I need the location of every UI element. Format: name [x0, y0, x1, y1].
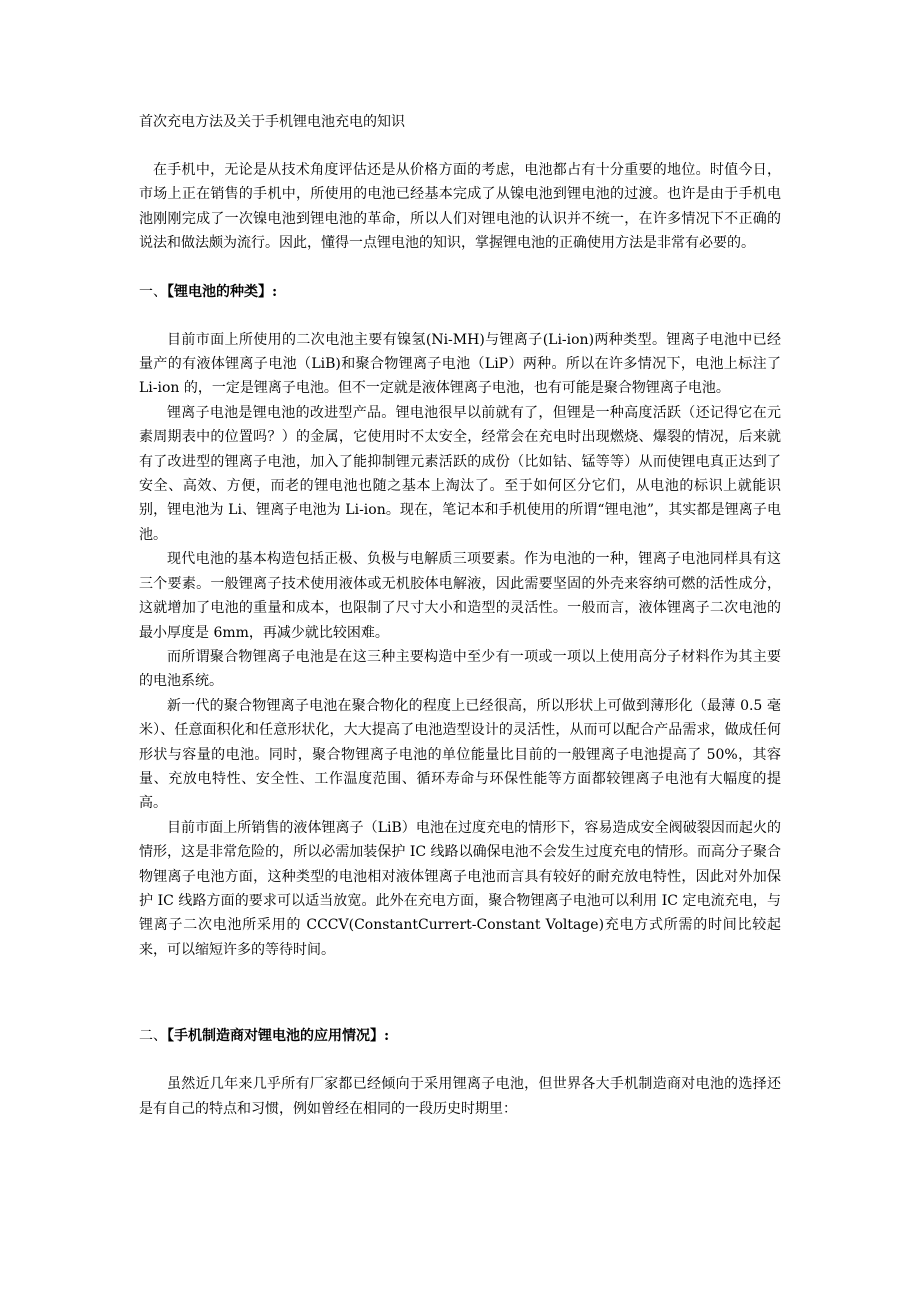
intro-paragraph: 在手机中，无论是从技术角度评估还是从价格方面的考虑，电池都占有十分重要的地位。时值今日，市场上正在销售的手机中，所使用的电池已经基本完成了从镍电池到锂电池的过渡。也许是由于手机电池刚刚完成了一次镍电池到锂电池的革命，所以人们对锂电池的认识并不统一，在许多情况下不正确的说法和做法颇为流行。因此，懂得一点锂电池的知识，掌握锂电池的正确使用方法是非常有必要的。 [139, 162, 781, 252]
document-title: 首次充电方法及关于手机锂电池充电的知识 [139, 114, 405, 130]
section-1-title: 【锂电池的种类】: [167, 283, 278, 300]
section-1-prefix: 一、 [139, 283, 167, 300]
section-1-paragraph: 目前市面上所使用的二次电池主要有镍氢(Ni-MH)与锂离子(Li-ion)两种类型。锂离子电池中已经量产的有液体锂离子电池（LiB)和聚合物锂离子电池（LiP）两种。所以在许多情况下，电池上标注了 Li-ion 的，一定是锂离子电池。但不一定就是液体锂离子电池，也有可能是聚合物锂离子电池。 [139, 331, 781, 397]
document-page [139, 110, 781, 1121]
spacer [139, 134, 781, 158]
spacer [139, 256, 781, 280]
spacer [139, 962, 781, 1024]
section-1-paragraph: 现代电池的基本构造包括正极、负极与电解质三项要素。作为电池的一种，锂离子电池同样具有这三个要素。一般锂离子技术使用液体或无机胶体电解液，因此需要坚固的外壳来容纳可燃的活性成分，这就增加了电池的重量和成本，也限制了尺寸大小和造型的灵活性。一般而言，液体锂离子二次电池的最小厚度是 6mm，再减少就比较困难。 [139, 551, 781, 641]
section-1-paragraph: 锂离子电池是锂电池的改进型产品。锂电池很早以前就有了，但锂是一种高度活跃（还记得它在元素周期表中的位置吗？）的金属，它使用时不太安全，经常会在充电时出现燃烧、爆裂的情况，后来就有了改进型的锂离子电池，加入了能抑制锂元素活跃的成份（比如钴、锰等等）从而使锂电真正达到了安全、高效、方便，而老的锂电池也随之基本上淘汰了。至于如何区分它们，从电池的标识上就能识别，锂电池为 Li、锂离子电池为 Li-ion。现在，笔记本和手机使用的所谓“锂电池”，其实都是锂离子电池。 [139, 404, 781, 543]
section-1-paragraph: 目前市面上所销售的液体锂离子（LiB）电池在过度充电的情形下，容易造成安全阀破裂因而起火的情形，这是非常危险的，所以必需加装保护 IC 线路以确保电池不会发生过度充电的情形。而高分子聚合物锂离子电池方面，这种类型的电池相对液体锂离子电池而言具有较好的耐充放电特性，因此对外加保护 IC 线路方面的要求可以适当放宽。此外在充电方面，聚合物锂离子电池可以利用 IC 定电流充电，与锂离子二次电池所采用的 CCCV(ConstantCurrert-Constant Voltage)充电方式所需的时间比较起来，可以缩短许多的等待时间。 [139, 819, 781, 958]
spacer [139, 1048, 781, 1072]
section-1-heading [139, 280, 781, 304]
section-1-paragraph: 新一代的聚合物锂离子电池在聚合物化的程度上已经很高，所以形状上可做到薄形化（最薄 0.5 毫米）、任意面积化和任意形状化，大大提高了电池造型设计的灵活性，从而可以配合产品需求，做成任何形状与容量的电池。同时，聚合物锂离子电池的单位能量比目前的一般锂离子电池提高了 50%，其容量、充放电特性、安全性、工作温度范围、循环寿命与环保性能等方面都较锂离子电池有大幅度的提高。 [139, 697, 781, 812]
section-2-title: 【手机制造商对锂电池的应用情况】: [167, 1028, 390, 1045]
section-2-prefix: 二、 [139, 1028, 167, 1045]
section-2-paragraph: 虽然近几年来几乎所有厂家都已经倾向于采用锂离子电池，但世界各大手机制造商对电池的选择还是有自己的特点和习惯，例如曾经在相同的一段历史时期里： [139, 1076, 781, 1117]
section-1-paragraph: 而所谓聚合物锂离子电池是在这三种主要构造中至少有一项或一项以上使用高分子材料作为其主要的电池系统。 [139, 648, 781, 690]
section-2-heading [139, 1024, 781, 1048]
spacer [139, 304, 781, 328]
